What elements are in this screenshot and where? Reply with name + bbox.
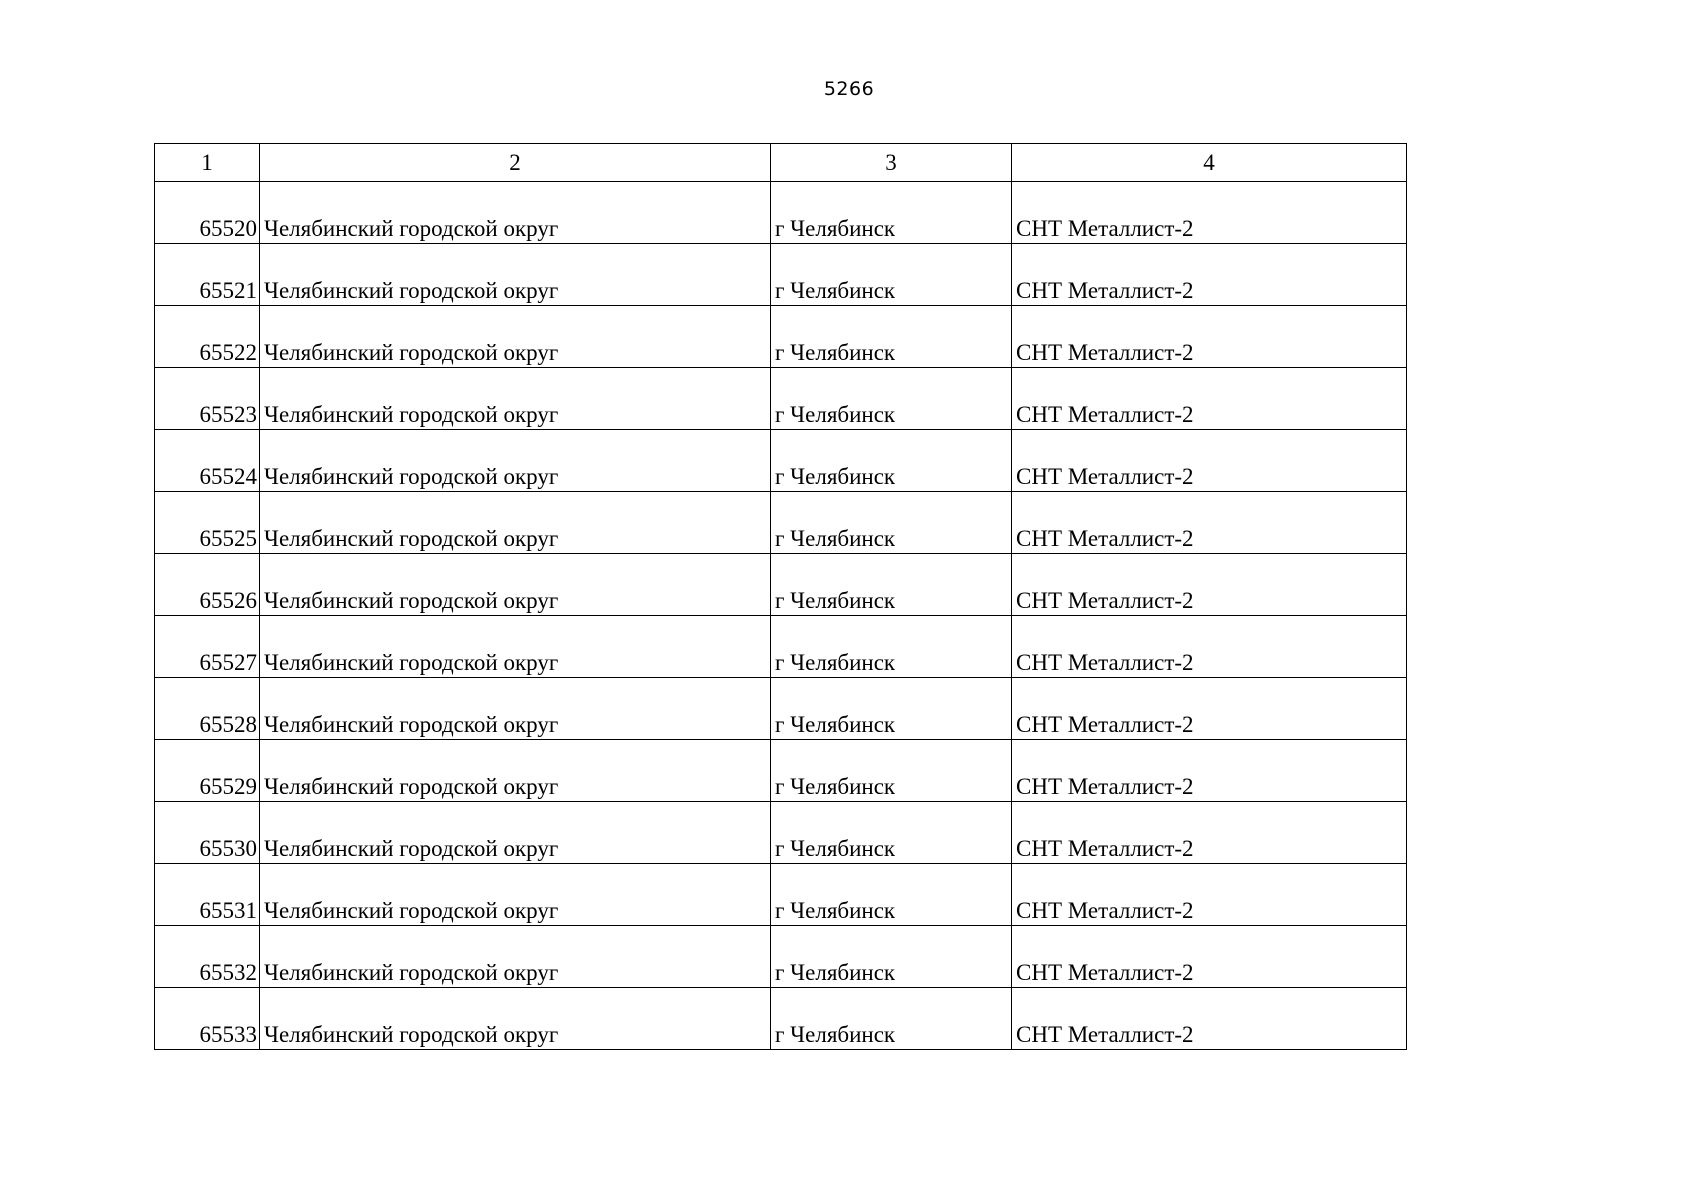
district-cell: Челябинский городской округ: [260, 554, 771, 616]
row-number-cell: 65533: [155, 988, 260, 1050]
place-cell: СНТ Металлист-2: [1012, 616, 1407, 678]
place-cell: СНТ Металлист-2: [1012, 492, 1407, 554]
city-cell: г Челябинск: [771, 244, 1012, 306]
city-cell: г Челябинск: [771, 740, 1012, 802]
district-cell: Челябинский городской округ: [260, 678, 771, 740]
row-number-cell: 65523: [155, 368, 260, 430]
place-cell: СНТ Металлист-2: [1012, 306, 1407, 368]
table-row: [155, 430, 1407, 492]
row-number-cell: 65526: [155, 554, 260, 616]
row-number-cell: 65522: [155, 306, 260, 368]
row-number-cell: 65532: [155, 926, 260, 988]
row-number-cell: 65524: [155, 430, 260, 492]
row-number-cell: 65520: [155, 182, 260, 244]
table-row: [155, 368, 1407, 430]
city-cell: г Челябинск: [771, 554, 1012, 616]
district-cell: Челябинский городской округ: [260, 988, 771, 1050]
city-cell: г Челябинск: [771, 678, 1012, 740]
table-row: [155, 182, 1407, 244]
page-number: 5266: [823, 78, 875, 100]
place-cell: СНТ Металлист-2: [1012, 988, 1407, 1050]
city-cell: г Челябинск: [771, 802, 1012, 864]
column-header-2: 2: [260, 144, 771, 182]
place-cell: СНТ Металлист-2: [1012, 678, 1407, 740]
column-header-4: 4: [1012, 144, 1407, 182]
row-number-cell: 65525: [155, 492, 260, 554]
table-row: [155, 864, 1407, 926]
table-row: [155, 740, 1407, 802]
table-row: [155, 802, 1407, 864]
city-cell: г Челябинск: [771, 988, 1012, 1050]
table-row: [155, 244, 1407, 306]
row-number-cell: 65529: [155, 740, 260, 802]
district-cell: Челябинский городской округ: [260, 492, 771, 554]
district-cell: Челябинский городской округ: [260, 864, 771, 926]
district-cell: Челябинский городской округ: [260, 368, 771, 430]
table-row: [155, 988, 1407, 1050]
table-row: [155, 926, 1407, 988]
place-cell: СНТ Металлист-2: [1012, 554, 1407, 616]
city-cell: г Челябинск: [771, 864, 1012, 926]
place-cell: СНТ Металлист-2: [1012, 926, 1407, 988]
table-row: [155, 306, 1407, 368]
place-cell: СНТ Металлист-2: [1012, 368, 1407, 430]
row-number-cell: 65521: [155, 244, 260, 306]
table-row: [155, 492, 1407, 554]
city-cell: г Челябинск: [771, 182, 1012, 244]
place-cell: СНТ Металлист-2: [1012, 740, 1407, 802]
place-cell: СНТ Металлист-2: [1012, 182, 1407, 244]
city-cell: г Челябинск: [771, 368, 1012, 430]
table-row: [155, 678, 1407, 740]
place-cell: СНТ Металлист-2: [1012, 802, 1407, 864]
place-cell: СНТ Металлист-2: [1012, 244, 1407, 306]
district-cell: Челябинский городской округ: [260, 430, 771, 492]
city-cell: г Челябинск: [771, 616, 1012, 678]
row-number-cell: 65531: [155, 864, 260, 926]
column-header-3: 3: [771, 144, 1012, 182]
district-cell: Челябинский городской округ: [260, 616, 771, 678]
district-cell: Челябинский городской округ: [260, 306, 771, 368]
place-cell: СНТ Металлист-2: [1012, 864, 1407, 926]
place-cell: СНТ Металлист-2: [1012, 430, 1407, 492]
city-cell: г Челябинск: [771, 306, 1012, 368]
data-table: [154, 143, 1407, 1050]
row-number-cell: 65530: [155, 802, 260, 864]
table-header-row: [155, 144, 1407, 182]
district-cell: Челябинский городской округ: [260, 926, 771, 988]
table-row: [155, 616, 1407, 678]
district-cell: Челябинский городской округ: [260, 244, 771, 306]
district-cell: Челябинский городской округ: [260, 740, 771, 802]
city-cell: г Челябинск: [771, 430, 1012, 492]
district-cell: Челябинский городской округ: [260, 802, 771, 864]
row-number-cell: 65527: [155, 616, 260, 678]
column-header-1: 1: [155, 144, 260, 182]
city-cell: г Челябинск: [771, 926, 1012, 988]
row-number-cell: 65528: [155, 678, 260, 740]
table-row: [155, 554, 1407, 616]
table-body: [155, 182, 1407, 1050]
district-cell: Челябинский городской округ: [260, 182, 771, 244]
city-cell: г Челябинск: [771, 492, 1012, 554]
